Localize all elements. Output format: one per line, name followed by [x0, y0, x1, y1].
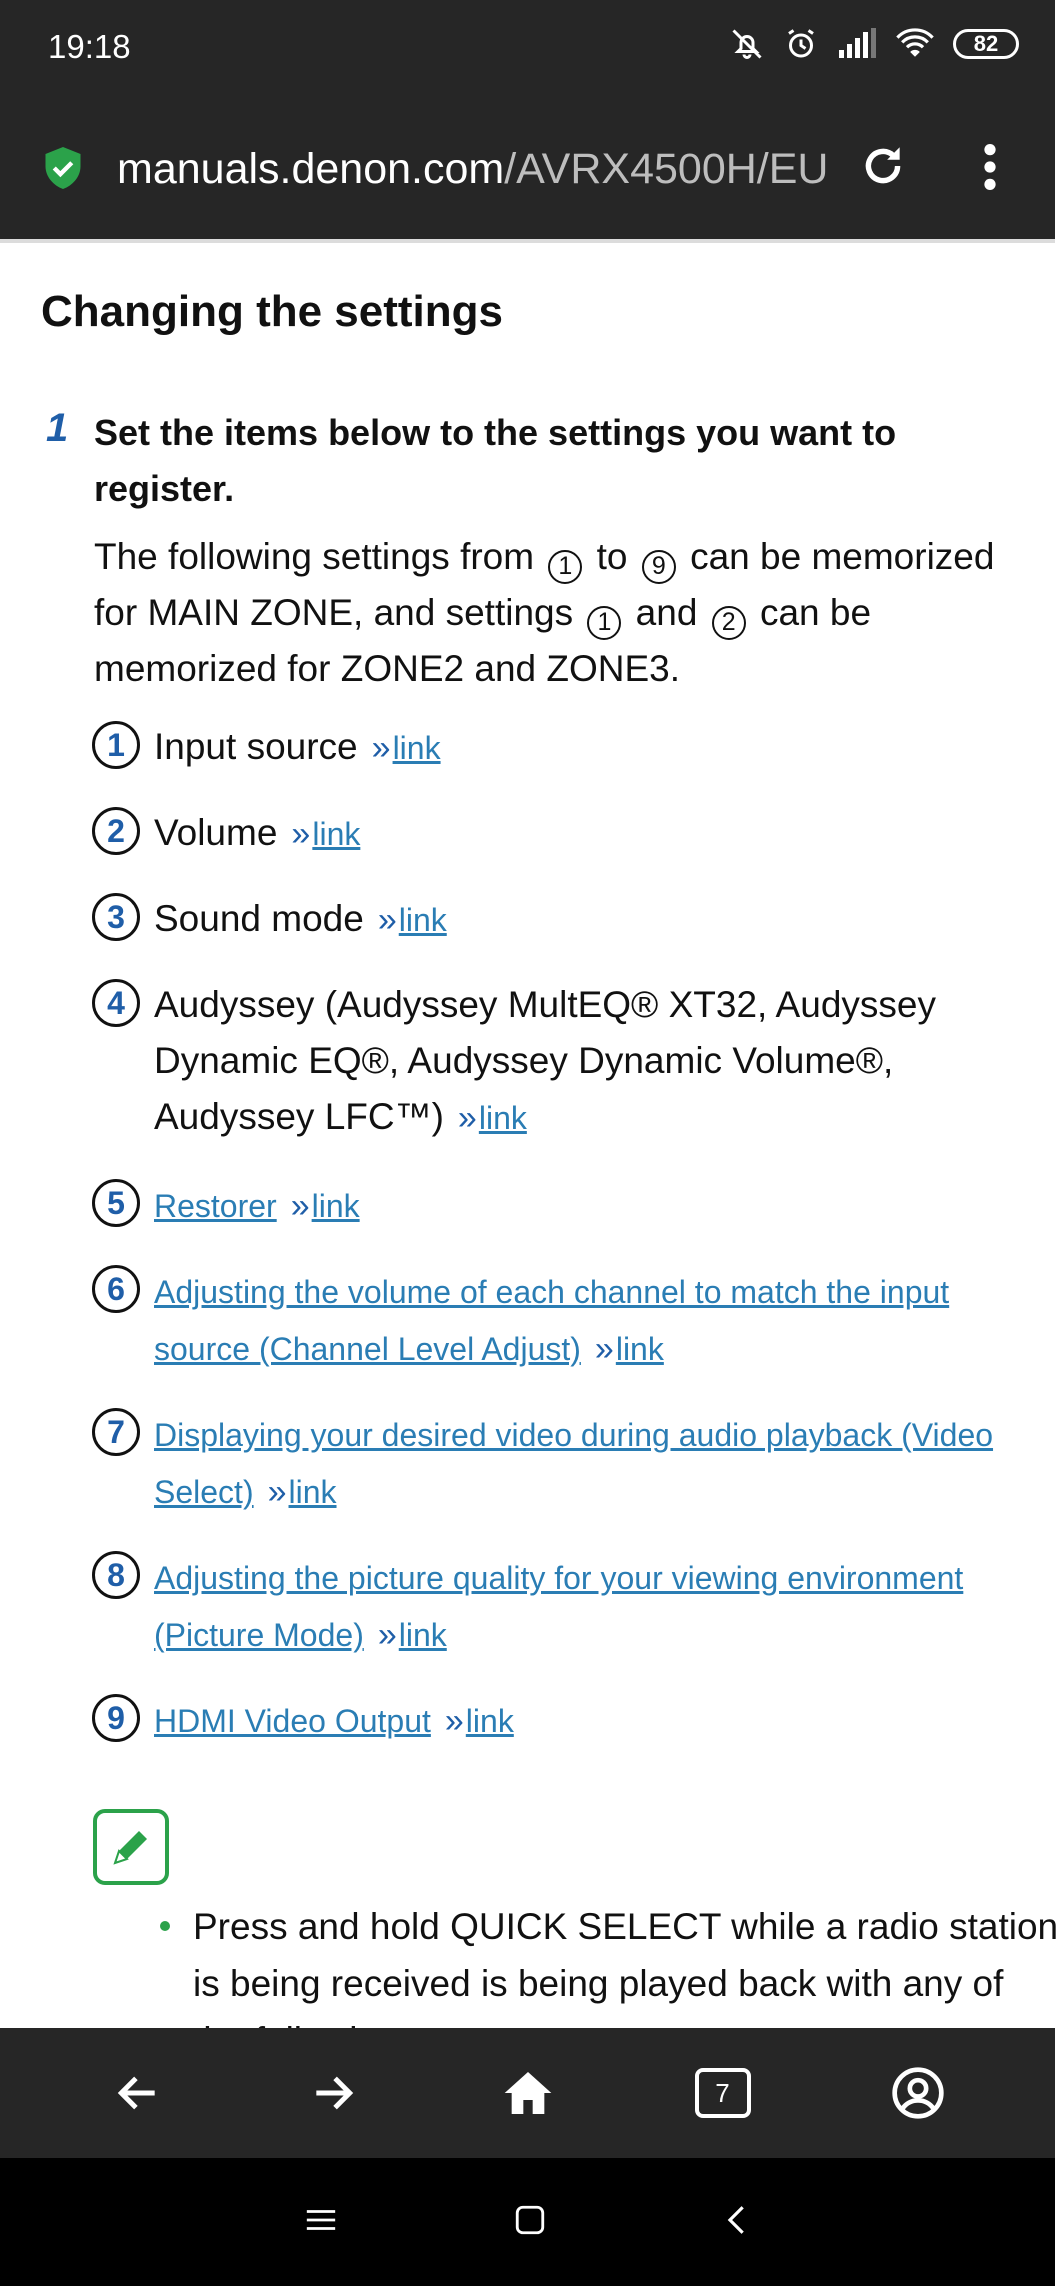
home-icon[interactable]: [483, 2048, 573, 2138]
wifi-icon: [895, 28, 935, 60]
item-link[interactable]: link: [398, 1617, 447, 1653]
secure-shield-icon[interactable]: [42, 145, 84, 196]
para-text: The following settings from: [94, 536, 535, 577]
item-number: 6: [92, 1265, 140, 1313]
overflow-menu-icon[interactable]: [972, 141, 1008, 198]
list-item: [92, 891, 1032, 948]
link-arrow-icon: »: [267, 1473, 287, 1511]
browser-bottom-nav: [0, 2028, 1055, 2158]
status-icons: [729, 26, 1019, 62]
item-link[interactable]: link: [288, 1474, 337, 1510]
home-square-icon[interactable]: [513, 2203, 547, 2242]
item-label: Volume: [154, 812, 278, 853]
item-number: 7: [92, 1408, 140, 1456]
list-item: [92, 1692, 1032, 1749]
url-path: /AVRX4500H/EU: [504, 145, 829, 193]
item-link[interactable]: link: [478, 1100, 527, 1136]
list-item: [92, 977, 1032, 1146]
list-item: [92, 719, 1032, 776]
item-title-link[interactable]: Adjusting the picture quality for your viewing environment (Picture Mode): [154, 1560, 964, 1653]
item-number: 8: [92, 1551, 140, 1599]
link-arrow-icon: »: [291, 815, 311, 853]
account-icon[interactable]: [873, 2048, 963, 2138]
item-number: 9: [92, 1694, 140, 1742]
status-bar: [0, 0, 1055, 95]
circled-number: 9: [642, 550, 676, 584]
item-link[interactable]: link: [398, 902, 447, 938]
item-label: Audyssey (Audyssey MultEQ® XT32, Audyssey Dynamic EQ®, Audyssey Dynamic Volume®, Audyssey LFC™): [154, 984, 936, 1137]
battery-icon: 82: [953, 29, 1019, 59]
note-icon: [93, 1809, 169, 1885]
bullet: [160, 1921, 170, 1931]
back-chevron-icon[interactable]: [722, 2203, 752, 2242]
item-label: Input source: [154, 726, 358, 767]
system-nav-bar: [0, 2158, 1055, 2286]
item-link[interactable]: link: [392, 730, 441, 766]
item-title-link[interactable]: Adjusting the volume of each channel to match the input source (Channel Level Adjust): [154, 1274, 950, 1367]
item-number: 4: [92, 979, 140, 1027]
circled-number: 2: [712, 606, 746, 640]
tab-count: 7: [695, 2068, 751, 2118]
recents-menu-icon[interactable]: [304, 2205, 338, 2240]
back-icon[interactable]: [93, 2048, 183, 2138]
page-content: [0, 243, 1059, 2028]
link-arrow-icon: »: [371, 729, 391, 767]
browser-toolbar: [0, 95, 1055, 243]
status-time: 19:18: [48, 28, 131, 65]
forward-icon[interactable]: [288, 2048, 378, 2138]
para-text: and: [635, 592, 698, 633]
list-item: [92, 1406, 1032, 1520]
list-item: [92, 805, 1032, 862]
item-link[interactable]: link: [465, 1703, 514, 1739]
tabs-button[interactable]: [678, 2048, 768, 2138]
alarm-icon: [783, 26, 819, 62]
note-text: Press and hold QUICK SELECT while a radio station is being received is being played back with any of: [193, 1906, 1059, 2004]
item-number: 2: [92, 807, 140, 855]
link-arrow-icon: »: [444, 1702, 464, 1740]
circled-number: 1: [587, 606, 621, 640]
reload-icon[interactable]: [858, 141, 908, 196]
list-item: [92, 1177, 1032, 1234]
step-number: 1: [46, 406, 69, 450]
para-text: can be memorized for ZONE2 and ZONE3.: [94, 592, 872, 689]
signal-icon: [837, 28, 877, 60]
item-number: 5: [92, 1179, 140, 1227]
item-number: 1: [92, 721, 140, 769]
list-item: [92, 1263, 1032, 1377]
item-number: 3: [92, 893, 140, 941]
item-link[interactable]: link: [312, 816, 361, 852]
link-arrow-icon: »: [290, 1187, 310, 1225]
item-title-link[interactable]: Displaying your desired video during audio playback (Video Select): [154, 1417, 994, 1510]
item-link[interactable]: link: [311, 1188, 360, 1224]
para-text: can be memorized for MAIN ZONE, and settings: [94, 536, 995, 633]
list-item: [92, 1549, 1032, 1663]
item-label: Sound mode: [154, 898, 364, 939]
mute-icon: [729, 26, 765, 62]
url-domain: manuals.denon.com: [117, 145, 505, 193]
link-arrow-icon: »: [594, 1330, 614, 1368]
item-link[interactable]: link: [615, 1331, 664, 1367]
url-field[interactable]: [117, 145, 828, 194]
link-arrow-icon: »: [377, 1616, 397, 1654]
page-heading: Changing the settings: [41, 287, 503, 336]
item-title-link[interactable]: Restorer: [154, 1188, 277, 1224]
item-title-link[interactable]: HDMI Video Output: [154, 1703, 431, 1739]
link-arrow-icon: »: [377, 901, 397, 939]
para-text: to: [596, 536, 628, 577]
step-description: [94, 529, 1034, 697]
step-title: Set the items below to the settings you want to register.: [94, 412, 897, 509]
link-arrow-icon: »: [457, 1099, 477, 1137]
circled-number: 1: [548, 550, 582, 584]
